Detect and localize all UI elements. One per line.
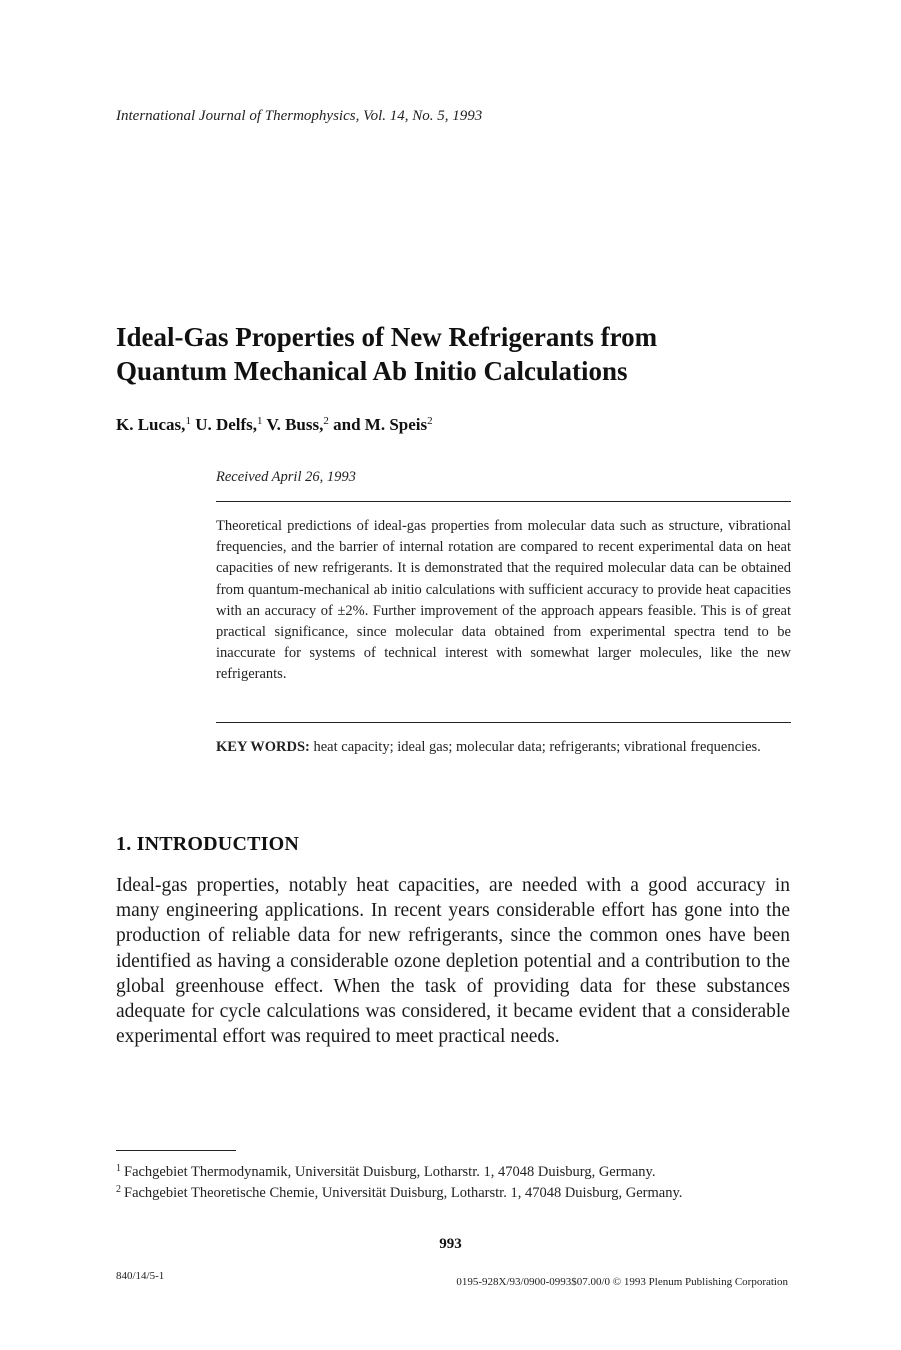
footnote-text: Fachgebiet Theoretische Chemie, Universität Duisburg, Lotharstr. 1, 47048 Duisburg, Germany. [124,1185,683,1201]
copyright-line: 0195-928X/93/0900-0993$07.00/0 © 1993 Plenum Publishing Corporation [456,1276,788,1288]
abstract-text: Theoretical predictions of ideal-gas properties from molecular data such as structure, vibrational frequencies, and the barrier of internal rotation are compared to recent experimental data on heat capacities of new refrigerants. It is demonstrated that the required molecular data can be obtained from quantum-mechanical ab initio calculations with sufficient accuracy to provide heat capacities with an accuracy of ±2%. Further improvement of the approach appears feasible. This is of great practical significance, since molecular data obtained from experimental spectra tend to be inaccurate for systems of technical interest with somewhat larger molecules, like the new refrigerants. [216,518,791,683]
affiliation-mark: 2 [427,415,433,427]
author-name: V. Buss, [266,415,324,434]
author-name: K. Lucas, [116,415,186,434]
footnote-rule [116,1150,236,1151]
author-list [116,415,433,435]
keywords [216,737,791,758]
footnote-mark: 1 [116,1163,121,1174]
title-line-1: Ideal-Gas Properties of New Refrigerants from [116,322,658,352]
received-date: Received April 26, 1993 [216,469,356,485]
author-name: and M. Speis [333,415,428,434]
section-heading: 1. INTRODUCTION [116,833,300,855]
author-name: U. Delfs, [195,415,258,434]
print-code: 840/14/5-1 [116,1270,165,1282]
footnote-mark: 2 [116,1184,121,1195]
affiliation-mark: 2 [323,415,329,427]
affiliation-mark: 1 [257,415,263,427]
journal-citation: International Journal of Thermophysics, Vol. 14, No. 5, 1993 [116,108,483,124]
footnote-1 [116,1162,790,1182]
footnote-text: Fachgebiet Thermodynamik, Universität Duisburg, Lotharstr. 1, 47048 Duisburg, Germany. [124,1164,656,1180]
abstract-bottom-rule [216,722,791,723]
page-number: 993 [439,1236,462,1252]
abstract-top-rule [216,501,791,502]
keywords-text: heat capacity; ideal gas; molecular data; refrigerants; vibrational frequencies. [313,739,761,755]
keywords-label: KEY WORDS: [216,739,310,755]
title-line-2: Quantum Mechanical Ab Initio Calculations [116,356,628,386]
affiliation-mark: 1 [185,415,191,427]
footnote-2 [116,1183,797,1203]
paper-title [116,320,816,388]
introduction-text: Ideal-gas properties, notably heat capacities, are needed with a good accuracy in many engineering applications. In recent years considerable effort has gone into the production of reliable data for new refrigerants, since the common ones have been identified as having a considerable ozone depletion potential and a contribution to the global greenhouse effect. When the task of providing data for these substances adequate for cycle calculations was considered, it became evident that a considerable experimental effort was required to meet practical needs. [116,875,790,1048]
